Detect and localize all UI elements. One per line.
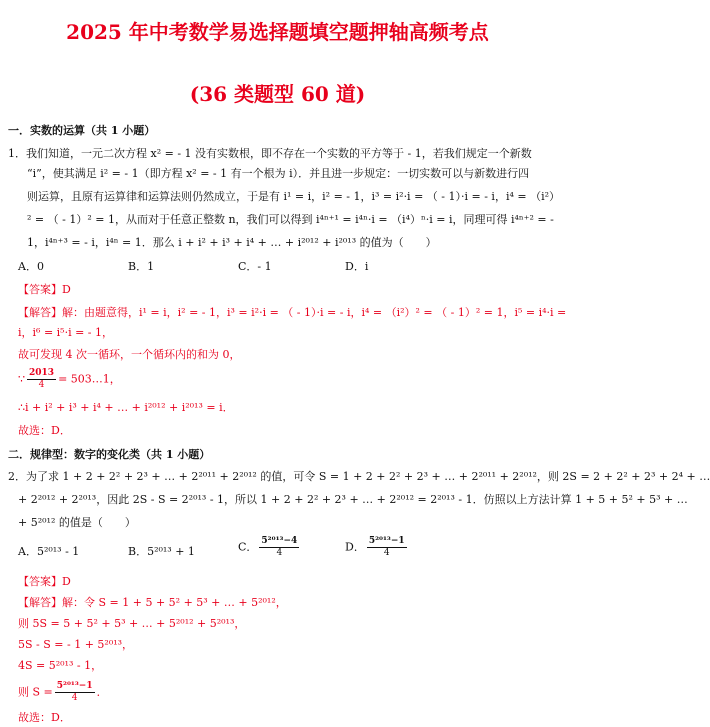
q1-solution-cycle: 故可发现 4 次一循环，一个循环内的和为 0， [18,348,241,361]
q1-solution-sum: ∴i + i² + i³ + i⁴ + … + i²⁰¹² + i²⁰¹³ = i． [18,401,234,414]
q2-line-1: 2．为了求 1 + 2 + 2² + 2³ + … + 2²⁰¹¹ + 2²⁰¹² 的值，可令 S = 1 + 2 + 2² + 2³ + … + 2²⁰¹¹ + 2²⁰¹²，则 2S = 2 + 2² + 2³ + 2⁴ + … [8,470,710,483]
q1-line-4: ² = （ - 1）² = 1，从而对于任意正整数 n，我们可以得到 i⁴ⁿ⁺¹ = i⁴ⁿ·i = （i⁴）ⁿ·i = i，同理可得 i⁴ⁿ⁺² = - [27,213,554,226]
q2-line-3: + 5²⁰¹² 的值是（ ） [18,516,136,529]
q1-line-1: 1．我们知道，一元二次方程 x² = - 1 没有实数根，即不存在一个实数的平方等于 - 1，若我们规定一个新数 [8,147,532,160]
q1-choose: 故选：D． [18,424,71,437]
q2-line-2: + 2²⁰¹² + 2²⁰¹³，因此 2S - S = 2²⁰¹³ - 1，所以 1 + 2 + 2² + 2³ + … + 2²⁰¹² = 2²⁰¹³ - 1．仿照以上方法计算 1 + 5 + 5² + 5³ + … [18,493,688,506]
q2-solution-line-5: 则 S = $\frac{\text{5²⁰¹³−1}}{4}$ ． [18,681,108,703]
section-heading-1: 一．实数的运算（共 1 小题） [8,124,156,137]
q1-solution-line-1: 【解答】解：由题意得，i¹ = i，i² = - 1，i³ = i²·i = （ - 1）·i = - i，i⁴ = （i²）² = （ - 1）² = 1，i⁵ = i⁴·i = [18,306,567,319]
q1-option-a: A．0 [18,260,44,273]
section-heading-2: 二．规律型：数字的变化类（共 1 小题） [8,448,211,461]
q1-line-2: “i”，使其满足 i² = - 1（即方程 x² = - 1 有一个根为 i）．并且进一步规定：一切实数可以与新数进行四 [27,167,530,180]
q2-answer: 【答案】D [18,575,71,588]
q1-answer: 【答案】D [18,283,71,296]
q1-solution-line-2: i，i⁶ = i⁵·i = - 1， [18,326,114,339]
q1-option-b: B．1 [128,260,155,273]
because-symbol: ∵ [18,372,25,386]
q1-option-d: D．i [345,260,369,273]
q1-line-5: 1，i⁴ⁿ⁺³ = - i，i⁴ⁿ = 1．那么 i + i² + i³ + i⁴ + … + i²⁰¹² + i²⁰¹³ 的值为（ ） [27,236,437,249]
q1-option-c: C．- 1 [238,260,272,273]
q2-option-c: C． $\frac{\text{5²⁰¹³−4}}{4}$ [238,536,298,558]
q2-solution-line-2: 则 5S = 5 + 5² + 5³ + … + 5²⁰¹² + 5²⁰¹³， [18,617,246,630]
q2-option-a: A．5²⁰¹³ - 1 [18,545,80,558]
q1-solution-division: ∵ $\frac{2013}{4}$ = 503…1， [18,368,121,390]
q2-solution-line-3: 5S - S = - 1 + 5²⁰¹³， [18,638,134,651]
q2-solution-line-1: 【解答】解：令 S = 1 + 5 + 5² + 5³ + … + 5²⁰¹²， [18,596,287,609]
q1-line-3: 则运算，且原有运算律和运算法则仍然成立，于是有 i¹ = i，i² = - 1，i³ = i²·i = （ - 1）·i = - i，i⁴ = （i²） [27,190,561,203]
q2-solution-line-4: 4S = 5²⁰¹³ - 1， [18,659,103,672]
fraction: $\frac{2013}{4}$ [29,368,55,390]
q2-option-b: B．5²⁰¹³ + 1 [128,545,195,558]
doc-subtitle: (36 类题型 60 道) [189,82,366,106]
q2-choose: 故选：D． [18,711,71,724]
q2-option-d: D． $\frac{\text{5²⁰¹³−1}}{4}$ [345,536,405,558]
doc-title: 2025 年中考数学易选择题填空题押轴高频考点 [66,20,489,44]
